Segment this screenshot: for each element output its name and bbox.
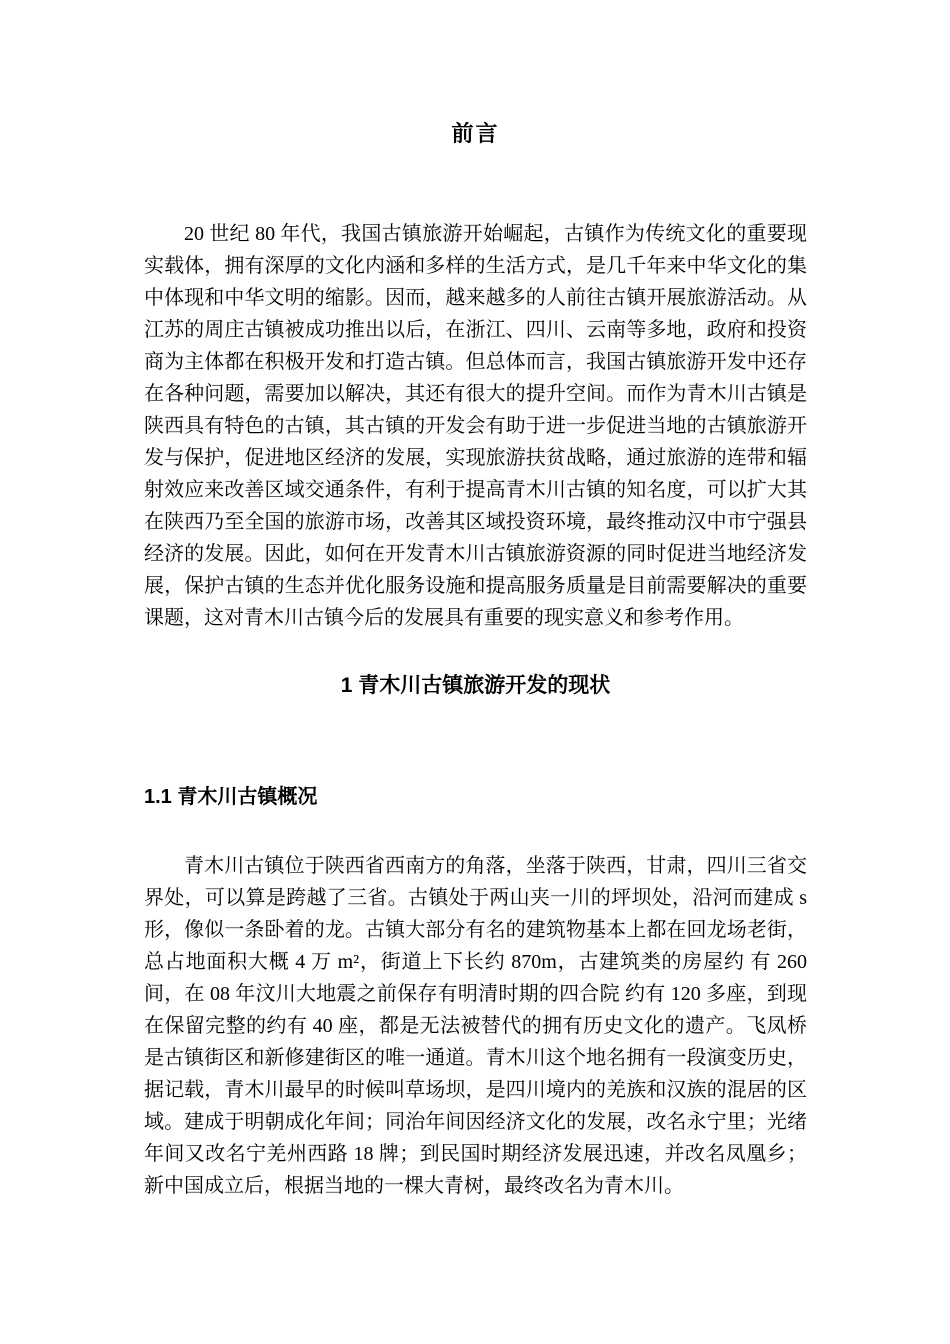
preface-title: 前言 [451,121,500,146]
section-1-heading: 1 青木川古镇旅游开发的现状 [340,674,611,697]
subsection-1-1-paragraph: 青木川古镇位于陕西省西南方的角落，坐落于陕西，甘肃，四川三省交界处，可以算是跨越了三省。古镇处于两山夹一川的坪坝处，沿河而建成 s 形，像似一条卧着的龙。古镇大部分有名的建筑物基本上都在回龙场老街，总占地面积大概 4 万 m²，街道上下长约 870m，古建筑类的房屋约 有 260 间，在 08 年汶川大地震之前保存有明清时期的四合院 约有 120 多座，到现在保留完整的约有 40 座，都是无法被替代的拥有历史文化的遗产。飞凤桥是古镇街区和新修建街区的唯一通道。青木川这个地名拥有一段演变历史，据记载，青木川最早的时候叫草场坝，是四川境内的羌族和汉族的混居的区域。建成于明朝成化年间；同治年间因经济文化的发展，改名永宁里；光绪年间又改名宁羌州西路 18 牌；到民国时期经济发展迅速，并改名凤凰乡；新中国成立后，根据当地的一棵大青树，最终改名为青木川。 [144,855,807,1197]
subsection-1-1-heading: 1.1 青木川古镇概况 [144,786,318,808]
preface-paragraph: 20 世纪 80 年代，我国古镇旅游开始崛起，古镇作为传统文化的重要现实载体，拥有深厚的文化内涵和多样的生活方式，是几千年来中华文化的集中体现和中华文明的缩影。因而，越来越多的人前往古镇开展旅游活动。从江苏的周庄古镇被成功推出以后，在浙江、四川、云南等多地，政府和投资商为主体都在积极开发和打造古镇。但总体而言，我国古镇旅游开发中还存在各种问题，需要加以解决，其还有很大的提升空间。而作为青木川古镇是陕西具有特色的古镇，其古镇的开发会有助于进一步促进当地的古镇旅游开发与保护，促进地区经济的发展，实现旅游扶贫战略，通过旅游的连带和辐射效应来改善区域交通条件，有利于提高青木川古镇的知名度，可以扩大其在陕西乃至全国的旅游市场，改善其区域投资环境，最终推动汉中市宁强县经济的发展。因此，如何在开发青木川古镇旅游资源的同时促进当地经济发展，保护古镇的生态并优化服务设施和提高服务质量是目前需要解决的重要课题，这对青木川古镇今后的发展具有重要的现实意义和参考作用。 [144,223,807,629]
